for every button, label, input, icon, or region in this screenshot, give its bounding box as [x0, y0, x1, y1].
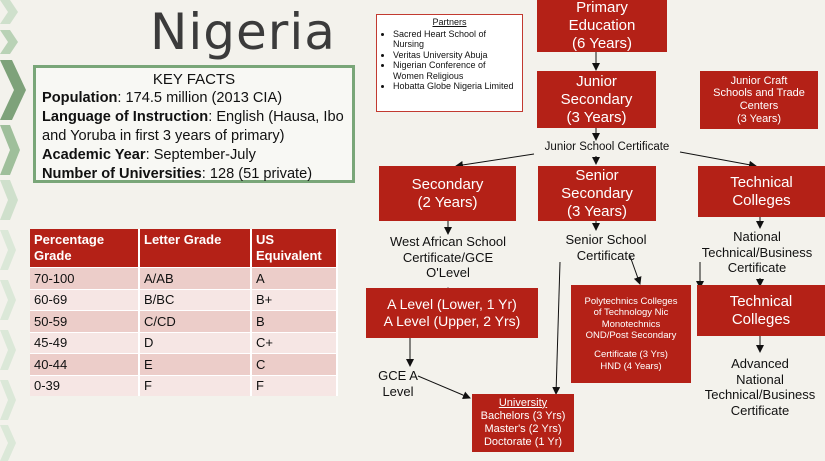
cell: F: [251, 375, 337, 396]
label-line: O'Level: [426, 265, 470, 281]
list-item: • Veritas University Abuja: [393, 50, 518, 61]
box-line: Certificate (3 Yrs): [594, 349, 668, 361]
box-line: Technical: [730, 173, 793, 191]
partners-heading: Partners: [432, 17, 467, 27]
box-a-level: [366, 288, 538, 338]
box-line: Junior Craft: [730, 74, 788, 87]
label-line: Certificate: [730, 402, 790, 418]
language-value: : English (Hausa, Ibo and Yoruba in first 3 years of primary): [42, 109, 344, 144]
universities-value: : 128 (51 private): [201, 166, 313, 182]
cell: 70-100: [30, 268, 139, 290]
box-line: Polytechnics Colleges: [584, 295, 678, 307]
box-line: Secondary: [411, 175, 484, 193]
box-line: Secondary: [560, 90, 633, 108]
cell: B: [251, 311, 337, 333]
box-line: Master's (2 Yrs): [484, 423, 562, 435]
box-secondary: [379, 166, 516, 221]
label-line: Senior School: [565, 232, 647, 247]
cell: 40-44: [30, 354, 139, 376]
box-line: Colleges: [731, 310, 791, 328]
box-line: Monotechnics: [601, 318, 661, 330]
universities-label: Number of Universities: [42, 166, 202, 182]
cell: D: [139, 332, 251, 354]
cell: F: [139, 375, 251, 396]
cell: C/CD: [139, 311, 251, 333]
cell: C: [251, 354, 337, 376]
header-us: US Equivalent: [251, 229, 337, 268]
national-technical-certificate: [690, 229, 824, 276]
cell: E: [139, 354, 251, 376]
box-line: Primary: [576, 0, 628, 16]
box-line: Senior: [575, 166, 619, 184]
key-facts-heading: KEY FACTS: [152, 71, 236, 88]
label-line: Certificate/GCE: [402, 249, 494, 265]
page-title: Nigeria: [150, 3, 336, 61]
box-line: Doctorate (1 Yr): [483, 436, 563, 449]
cell: C+: [251, 332, 337, 354]
label-line: National: [736, 371, 784, 387]
waec-certificate: [370, 234, 526, 281]
label-line: Level: [382, 383, 414, 399]
box-line: Centers: [739, 100, 779, 112]
cell: 0-39: [30, 375, 139, 396]
box-line: Junior: [576, 72, 617, 90]
box-line: OND/Post Secondary: [585, 330, 677, 341]
list-item: • Hobatta Globe Nigeria Limited: [393, 81, 518, 92]
box-line: HND (4 Years): [600, 360, 662, 372]
cell: B/BC: [139, 289, 251, 311]
cell: A/AB: [139, 268, 251, 290]
population-value: : 174.5 million (2013 CIA): [117, 90, 283, 106]
label-line: National: [733, 229, 781, 244]
box-technical-colleges-2: [697, 285, 825, 336]
box-junior-craft: [700, 71, 818, 129]
box-line: Schools and Trade: [713, 87, 805, 100]
gce-a-level: [370, 368, 426, 399]
label-line: Advanced: [731, 356, 789, 371]
box-university: [472, 394, 574, 452]
cell: A: [251, 268, 337, 290]
header-letter: Letter Grade: [139, 229, 251, 268]
junior-school-certificate: Junior School Certificate: [544, 141, 670, 153]
box-line: A Level (Upper, 2 Yrs): [383, 313, 521, 329]
box-line: (3 Years): [566, 108, 627, 126]
advanced-national-certificate: [692, 356, 825, 418]
box-line: Colleges: [732, 191, 791, 209]
label-line: West African School: [389, 234, 507, 249]
box-line: (3 Years): [566, 202, 628, 220]
box-line: Education: [568, 17, 636, 34]
label-line: GCE A: [378, 368, 418, 383]
box-line: (2 Years): [417, 193, 478, 211]
box-polytechnics: [571, 285, 691, 383]
cell: 60-69: [30, 289, 139, 311]
cell: 45-49: [30, 332, 139, 354]
label-line: Technical/Business: [704, 387, 816, 403]
box-senior-secondary: [538, 166, 656, 221]
header-percentage: Percentage Grade: [30, 229, 139, 268]
university-heading: University: [498, 396, 548, 409]
label-line: Certificate: [727, 260, 787, 276]
box-line: Secondary: [561, 184, 633, 202]
cell: B+: [251, 289, 337, 311]
box-line: A Level (Lower, 1 Yr): [387, 296, 517, 313]
box-line: (6 Years): [571, 35, 633, 52]
academic-year-value: : September-July: [145, 147, 256, 163]
list-item: • Nigerian Conference of Women Religious: [393, 60, 518, 81]
box-line: (3 Years): [736, 112, 782, 125]
senior-school-certificate: [548, 232, 664, 263]
academic-year-label: Academic Year: [42, 147, 146, 163]
label-line: Certificate: [576, 247, 636, 263]
box-line: Bachelors (3 Yrs): [480, 409, 566, 422]
box-junior-secondary: [537, 71, 656, 128]
label-line: Technical/Business: [701, 244, 813, 260]
list-item: • Sacred Heart School of Nursing: [393, 29, 518, 50]
box-line: Technical: [729, 292, 793, 310]
box-primary-education: [537, 0, 667, 52]
box-technical-colleges-1: [698, 166, 825, 217]
box-line: of Technology Nic: [593, 307, 669, 319]
population-label: Population: [42, 90, 118, 106]
language-label: Language of Instruction: [42, 109, 209, 125]
cell: 50-59: [30, 311, 139, 333]
